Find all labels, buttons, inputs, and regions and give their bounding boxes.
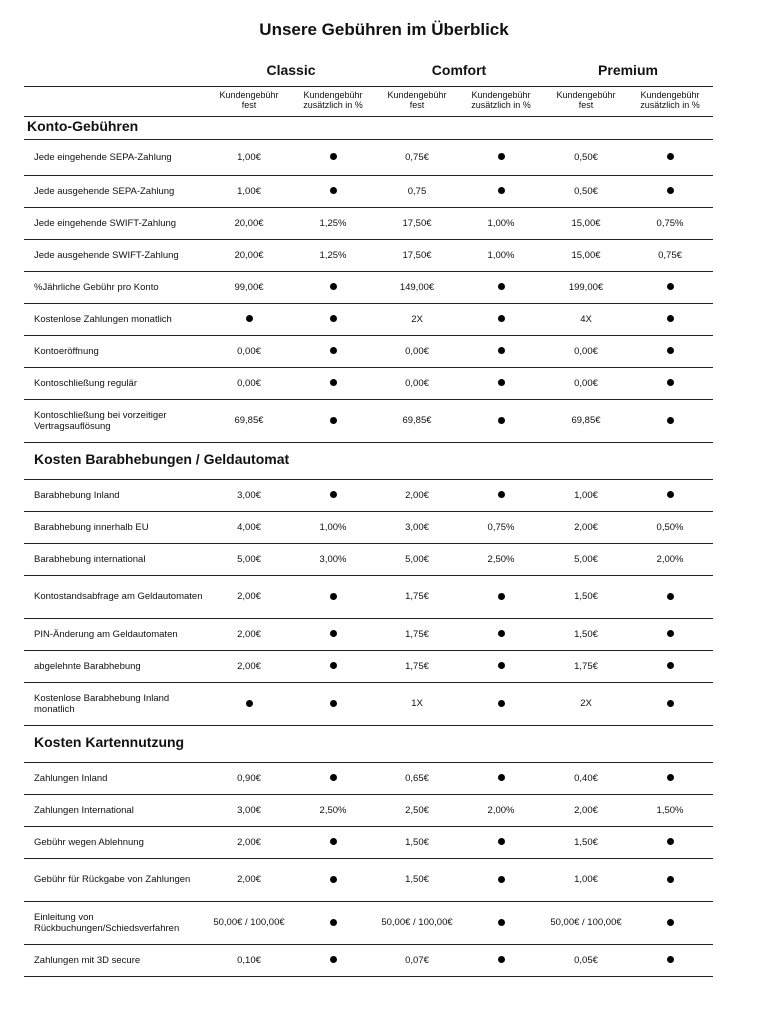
fee-value: 1,75€ bbox=[405, 628, 429, 640]
bullet-dot-icon bbox=[330, 919, 337, 926]
fee-value: 2,00€ bbox=[405, 489, 429, 501]
fee-value: 0,00€ bbox=[574, 345, 598, 357]
fee-value: 1,25% bbox=[319, 217, 347, 229]
not-applicable-dot-icon bbox=[291, 415, 375, 426]
fee-value: 1,75€ bbox=[405, 591, 429, 602]
bullet-dot-icon bbox=[667, 417, 674, 424]
table-row bbox=[24, 826, 713, 858]
fee-value: 15,00€ bbox=[571, 217, 601, 229]
fee-value: 17,50€ bbox=[402, 249, 432, 261]
fee-value: 2X bbox=[411, 313, 423, 325]
not-applicable-dot-icon bbox=[459, 698, 543, 709]
table-row bbox=[24, 650, 713, 682]
bullet-dot-icon bbox=[330, 838, 337, 845]
row-label: Kontoschließung bei vorzeitiger Vertragsauflösung bbox=[34, 409, 167, 432]
fee-value: 69,85€ bbox=[402, 415, 432, 426]
row-label: Kontostandsabfrage am Geldautomaten bbox=[34, 591, 203, 602]
bullet-dot-icon bbox=[667, 956, 674, 963]
fee-value: 3,00€ bbox=[405, 521, 429, 533]
not-applicable-dot-icon bbox=[291, 698, 375, 709]
fee-value: 199,00€ bbox=[568, 281, 604, 293]
not-applicable-dot-icon bbox=[291, 378, 375, 389]
fee-value: 2,00€ bbox=[237, 874, 261, 885]
bullet-dot-icon bbox=[498, 876, 505, 883]
bullet-dot-icon bbox=[330, 956, 337, 963]
bullet-dot-icon bbox=[498, 630, 505, 637]
fee-value: 0,00€ bbox=[574, 377, 598, 389]
fee-value: 1,00% bbox=[319, 521, 347, 533]
not-applicable-dot-icon bbox=[628, 152, 712, 163]
not-applicable-dot-icon bbox=[628, 773, 712, 784]
row-label: Kontoschließung regulär bbox=[34, 377, 137, 389]
fee-value: 99,00€ bbox=[234, 281, 264, 293]
bullet-dot-icon bbox=[667, 491, 674, 498]
not-applicable-dot-icon bbox=[628, 917, 712, 928]
fee-value: 69,85€ bbox=[234, 415, 264, 426]
fee-value: 2,00€ bbox=[237, 591, 261, 602]
bullet-dot-icon bbox=[667, 187, 674, 194]
not-applicable-dot-icon bbox=[628, 346, 712, 357]
fee-value: 0,50€ bbox=[574, 185, 598, 197]
bullet-dot-icon bbox=[330, 662, 337, 669]
fee-value: 1,75€ bbox=[574, 660, 598, 672]
section-title: Kosten Barabhebungen / Geldautomat bbox=[34, 451, 290, 467]
fee-value: 0,00€ bbox=[405, 377, 429, 389]
fee-value: 0,00€ bbox=[237, 377, 261, 389]
row-label: Zahlungen Inland bbox=[34, 772, 108, 784]
bullet-dot-icon bbox=[498, 662, 505, 669]
subheader-comfort-fixed: Kundengebühr fest bbox=[387, 90, 447, 110]
table-row bbox=[24, 271, 713, 303]
bullet-dot-icon bbox=[330, 593, 337, 600]
not-applicable-dot-icon bbox=[459, 837, 543, 848]
not-applicable-dot-icon bbox=[459, 346, 543, 357]
table-row bbox=[24, 207, 713, 239]
row-label: Jede eingehende SEPA-Zahlung bbox=[34, 151, 172, 163]
fee-value: 1,00€ bbox=[574, 874, 598, 885]
fee-value: 0,10€ bbox=[237, 954, 261, 966]
fee-value: 5,00€ bbox=[574, 553, 598, 565]
fee-value: 20,00€ bbox=[234, 249, 264, 261]
fee-value: 3,00€ bbox=[237, 804, 261, 816]
not-applicable-dot-icon bbox=[628, 415, 712, 426]
fee-value: 1,25% bbox=[319, 249, 347, 261]
page-title: Unsere Gebühren im Überblick bbox=[259, 20, 509, 39]
bullet-dot-icon bbox=[330, 187, 337, 194]
row-label: Barabhebung innerhalb EU bbox=[34, 521, 149, 533]
not-applicable-dot-icon bbox=[291, 629, 375, 640]
not-applicable-dot-icon bbox=[628, 874, 712, 885]
plan-classic: Classic bbox=[266, 62, 316, 78]
section-title: Kosten Kartennutzung bbox=[34, 734, 185, 750]
row-label: Kontoeröffnung bbox=[34, 345, 99, 357]
not-applicable-dot-icon bbox=[628, 661, 712, 672]
bullet-dot-icon bbox=[498, 700, 505, 707]
row-label: Jede ausgehende SEPA-Zahlung bbox=[34, 185, 175, 197]
not-applicable-dot-icon bbox=[459, 629, 543, 640]
not-applicable-dot-icon bbox=[291, 955, 375, 966]
not-applicable-dot-icon bbox=[628, 955, 712, 966]
bullet-dot-icon bbox=[498, 491, 505, 498]
row-label: Barabhebung Inland bbox=[34, 489, 120, 501]
table-row bbox=[24, 139, 713, 175]
header-divider bbox=[24, 86, 713, 87]
row-label: Jede eingehende SWIFT-Zahlung bbox=[34, 217, 177, 229]
table-row bbox=[24, 367, 713, 399]
subheader-comfort-percent: Kundengebühr zusätzlich in % bbox=[471, 90, 531, 110]
fee-value: 2,50€ bbox=[405, 804, 429, 816]
row-label: abgelehnte Barabhebung bbox=[34, 660, 141, 672]
subheader-classic-fixed: Kundengebühr fest bbox=[219, 90, 279, 110]
plan-comfort: Comfort bbox=[431, 62, 487, 78]
not-applicable-dot-icon bbox=[459, 591, 543, 602]
not-applicable-dot-icon bbox=[628, 591, 712, 602]
subheader-premium-fixed: Kundengebühr fest bbox=[556, 90, 616, 110]
fee-value: 0,75€ bbox=[658, 249, 682, 261]
fee-value: 5,00€ bbox=[237, 553, 261, 565]
fee-value: 1X bbox=[411, 698, 423, 709]
fee-value: 69,85€ bbox=[571, 415, 601, 426]
fee-value: 50,00€ / 100,00€ bbox=[550, 917, 622, 928]
fee-value: 1,50€ bbox=[574, 591, 598, 602]
bullet-dot-icon bbox=[498, 379, 505, 386]
fee-value: 0,40€ bbox=[574, 772, 598, 784]
row-label: Kostenlose Zahlungen monatlich bbox=[34, 313, 172, 325]
row-label: Zahlungen International bbox=[34, 804, 134, 816]
table-row bbox=[24, 794, 713, 826]
fee-value: 2X bbox=[580, 698, 592, 709]
not-applicable-dot-icon bbox=[459, 314, 543, 325]
not-applicable-dot-icon bbox=[291, 314, 375, 325]
fee-value: 0,75€ bbox=[405, 151, 429, 163]
bullet-dot-icon bbox=[667, 774, 674, 781]
section-title: Konto-Gebühren bbox=[27, 118, 139, 134]
not-applicable-dot-icon bbox=[291, 346, 375, 357]
row-label: Gebühr wegen Ablehnung bbox=[34, 836, 144, 848]
column-subheader bbox=[0, 90, 768, 116]
table-row bbox=[24, 901, 713, 944]
not-applicable-dot-icon bbox=[291, 490, 375, 501]
row-label: PIN-Änderung am Geldautomaten bbox=[34, 628, 178, 640]
row-divider bbox=[24, 442, 713, 443]
fee-value: 15,00€ bbox=[571, 249, 601, 261]
not-applicable-dot-icon bbox=[459, 955, 543, 966]
not-applicable-dot-icon bbox=[459, 874, 543, 885]
subheader-classic-percent: Kundengebühr zusätzlich in % bbox=[303, 90, 363, 110]
row-divider bbox=[24, 725, 713, 726]
bullet-dot-icon bbox=[498, 417, 505, 424]
bullet-dot-icon bbox=[498, 347, 505, 354]
bullet-dot-icon bbox=[498, 315, 505, 322]
not-applicable-dot-icon bbox=[291, 773, 375, 784]
fee-value: 1,50€ bbox=[574, 628, 598, 640]
not-applicable-dot-icon bbox=[459, 490, 543, 501]
bullet-dot-icon bbox=[246, 315, 253, 322]
fee-value: 1,50% bbox=[656, 804, 684, 816]
table-row bbox=[24, 575, 713, 618]
fee-value: 2,00€ bbox=[574, 521, 598, 533]
bullet-dot-icon bbox=[667, 153, 674, 160]
fee-value: 2,00% bbox=[656, 553, 684, 565]
fee-value: 4,00€ bbox=[237, 521, 261, 533]
bullet-dot-icon bbox=[330, 347, 337, 354]
table-row bbox=[24, 399, 713, 442]
bullet-dot-icon bbox=[667, 630, 674, 637]
bullet-dot-icon bbox=[498, 153, 505, 160]
table-row bbox=[24, 511, 713, 543]
not-applicable-dot-icon bbox=[291, 282, 375, 293]
not-applicable-dot-icon bbox=[628, 698, 712, 709]
not-applicable-dot-icon bbox=[291, 152, 375, 163]
not-applicable-dot-icon bbox=[459, 917, 543, 928]
table-row bbox=[24, 858, 713, 901]
not-applicable-dot-icon bbox=[628, 314, 712, 325]
bullet-dot-icon bbox=[498, 774, 505, 781]
not-applicable-dot-icon bbox=[291, 837, 375, 848]
table-row bbox=[24, 335, 713, 367]
bullet-dot-icon bbox=[667, 347, 674, 354]
fee-value: 5,00€ bbox=[405, 553, 429, 565]
table-row bbox=[24, 543, 713, 575]
bullet-dot-icon bbox=[330, 315, 337, 322]
fee-value: 17,50€ bbox=[402, 217, 432, 229]
bullet-dot-icon bbox=[498, 283, 505, 290]
fee-value: 0,05€ bbox=[574, 954, 598, 966]
bullet-dot-icon bbox=[498, 593, 505, 600]
row-label: Zahlungen mit 3D secure bbox=[34, 954, 141, 966]
fee-value: 1,00% bbox=[487, 249, 515, 261]
table-row bbox=[24, 762, 713, 794]
fee-value: 1,00% bbox=[487, 217, 515, 229]
fee-value: 50,00€ / 100,00€ bbox=[381, 917, 453, 928]
bullet-dot-icon bbox=[498, 187, 505, 194]
not-applicable-dot-icon bbox=[459, 378, 543, 389]
not-applicable-dot-icon bbox=[291, 917, 375, 928]
fee-value: 0,50€ bbox=[574, 151, 598, 163]
table-row bbox=[24, 944, 713, 976]
fee-value: 1,00€ bbox=[237, 185, 261, 197]
not-applicable-dot-icon bbox=[628, 282, 712, 293]
bullet-dot-icon bbox=[330, 417, 337, 424]
bullet-dot-icon bbox=[330, 153, 337, 160]
bullet-dot-icon bbox=[330, 379, 337, 386]
fee-value: 50,00€ / 100,00€ bbox=[213, 917, 285, 928]
bullet-dot-icon bbox=[667, 876, 674, 883]
row-label: Gebühr für Rückgabe von Zahlungen bbox=[34, 874, 191, 885]
fee-value: 2,00€ bbox=[237, 628, 261, 640]
table-row bbox=[24, 479, 713, 511]
not-applicable-dot-icon bbox=[207, 698, 291, 709]
not-applicable-dot-icon bbox=[628, 186, 712, 197]
fee-value: 0,50% bbox=[656, 521, 684, 533]
not-applicable-dot-icon bbox=[628, 629, 712, 640]
bullet-dot-icon bbox=[667, 919, 674, 926]
plan-premium: Premium bbox=[598, 62, 658, 78]
not-applicable-dot-icon bbox=[459, 773, 543, 784]
bullet-dot-icon bbox=[667, 283, 674, 290]
fee-value: 1,00€ bbox=[237, 151, 261, 163]
bullet-dot-icon bbox=[667, 315, 674, 322]
fee-value: 1,00€ bbox=[574, 489, 598, 501]
not-applicable-dot-icon bbox=[291, 591, 375, 602]
fee-value: 0,90€ bbox=[237, 772, 261, 784]
bullet-dot-icon bbox=[667, 662, 674, 669]
fee-value: 0,00€ bbox=[237, 345, 261, 357]
fee-value: 2,50% bbox=[487, 553, 515, 565]
subheader-premium-percent: Kundengebühr zusätzlich in % bbox=[640, 90, 700, 110]
bullet-dot-icon bbox=[498, 956, 505, 963]
bullet-dot-icon bbox=[667, 838, 674, 845]
row-label: Jede ausgehende SWIFT-Zahlung bbox=[34, 249, 179, 261]
fee-value: 2,00€ bbox=[574, 804, 598, 816]
fee-value: 0,75% bbox=[656, 217, 684, 229]
fee-value: 2,00% bbox=[487, 804, 515, 816]
row-divider bbox=[24, 976, 713, 977]
fee-value: 149,00€ bbox=[399, 281, 435, 293]
not-applicable-dot-icon bbox=[291, 186, 375, 197]
not-applicable-dot-icon bbox=[459, 152, 543, 163]
not-applicable-dot-icon bbox=[459, 661, 543, 672]
bullet-dot-icon bbox=[498, 838, 505, 845]
fee-value: 0,75 bbox=[407, 185, 427, 197]
not-applicable-dot-icon bbox=[459, 186, 543, 197]
fee-value: 0,65€ bbox=[405, 772, 429, 784]
fee-value: 1,50€ bbox=[405, 874, 429, 885]
fee-value: 1,50€ bbox=[405, 836, 429, 848]
table-row bbox=[24, 303, 713, 335]
table-row bbox=[24, 175, 713, 207]
bullet-dot-icon bbox=[246, 700, 253, 707]
table-row bbox=[24, 239, 713, 271]
table-row bbox=[24, 618, 713, 650]
fee-value: 2,00€ bbox=[237, 836, 261, 848]
bullet-dot-icon bbox=[667, 593, 674, 600]
bullet-dot-icon bbox=[330, 630, 337, 637]
bullet-dot-icon bbox=[330, 774, 337, 781]
row-label: Kostenlose Barabhebung Inland monatlich bbox=[34, 692, 170, 715]
not-applicable-dot-icon bbox=[628, 378, 712, 389]
bullet-dot-icon bbox=[330, 700, 337, 707]
not-applicable-dot-icon bbox=[291, 874, 375, 885]
table-row bbox=[24, 682, 713, 725]
fee-value: 0,75% bbox=[487, 521, 515, 533]
fee-value: 1,75€ bbox=[405, 660, 429, 672]
not-applicable-dot-icon bbox=[291, 661, 375, 672]
fee-value: 4X bbox=[580, 313, 592, 325]
not-applicable-dot-icon bbox=[628, 837, 712, 848]
bullet-dot-icon bbox=[498, 919, 505, 926]
bullet-dot-icon bbox=[330, 876, 337, 883]
bullet-dot-icon bbox=[330, 283, 337, 290]
fee-value: 3,00€ bbox=[237, 489, 261, 501]
fee-value: 20,00€ bbox=[234, 217, 264, 229]
row-label: %Jährliche Gebühr pro Konto bbox=[34, 281, 159, 293]
fee-value: 0,00€ bbox=[405, 345, 429, 357]
fee-value: 0,07€ bbox=[405, 954, 429, 966]
fee-value: 2,50% bbox=[319, 804, 347, 816]
row-label: Einleitung von Rückbuchungen/Schiedsverfahren bbox=[34, 911, 180, 934]
not-applicable-dot-icon bbox=[207, 314, 291, 325]
plan-header bbox=[0, 62, 768, 84]
subheader-divider bbox=[24, 116, 713, 117]
bullet-dot-icon bbox=[330, 491, 337, 498]
fee-value: 2,00€ bbox=[237, 660, 261, 672]
bullet-dot-icon bbox=[667, 700, 674, 707]
not-applicable-dot-icon bbox=[628, 490, 712, 501]
fee-value: 3,00% bbox=[319, 553, 347, 565]
bullet-dot-icon bbox=[667, 379, 674, 386]
row-label: Barabhebung international bbox=[34, 553, 146, 565]
not-applicable-dot-icon bbox=[459, 415, 543, 426]
not-applicable-dot-icon bbox=[459, 282, 543, 293]
fee-value: 1,50€ bbox=[574, 836, 598, 848]
